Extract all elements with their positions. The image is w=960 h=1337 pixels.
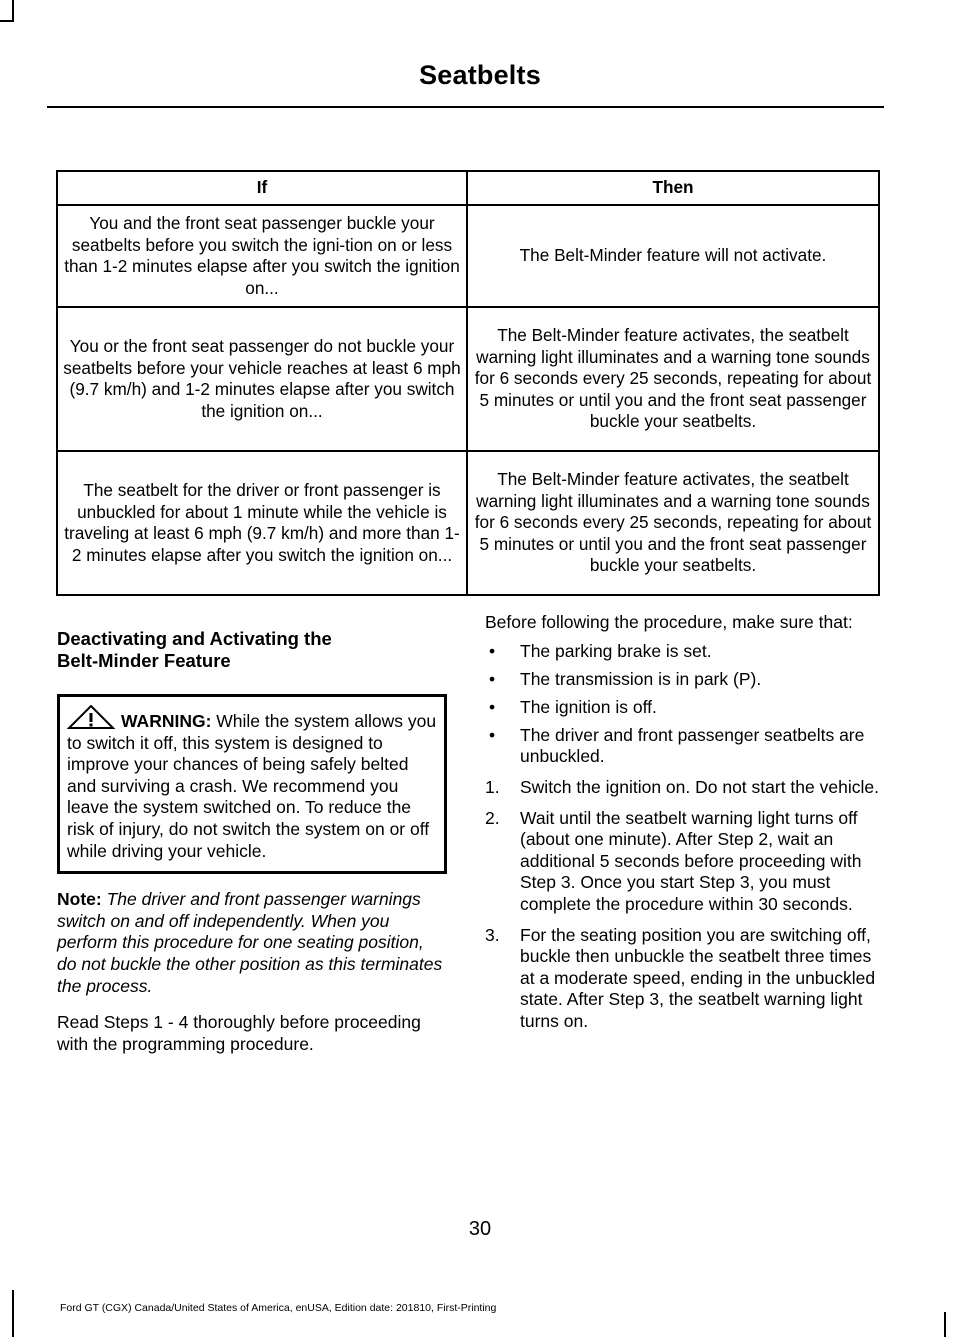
table-row (57, 307, 879, 451)
step-number: 3. (485, 924, 500, 945)
bullet-mark: • (489, 668, 496, 689)
page-number: 30 (468, 1218, 492, 1240)
step-text: For the seating position you are switching off, buckle then unbuckle the seatbelt three times at a moderate speed, ending in the unbuckled state. After Step 3, the seatbelt warning light turns on. (520, 924, 876, 1031)
list-item (485, 925, 881, 1033)
table-row (57, 451, 879, 595)
table-cell-if: You or the front seat passenger do not buckle your seatbelts before your vehicle reaches at least 6 mph (9.7 km/h) and 1-2 minutes elapse after you switch the ignition on... (57, 307, 467, 451)
step-number: 2. (485, 807, 500, 828)
crop-mark (0, 20, 14, 22)
step-text: Wait until the seatbelt warning light turns off (about one minute). After Step 2, wait an additional 5 seconds before proceeding with Step 3. Once you start Step 3, you must complete the procedure within 30 seconds. (520, 807, 862, 915)
section-heading-line1: Deactivating and Activating the (57, 628, 332, 649)
table-cell-then: The Belt-Minder feature will not activate. (467, 205, 879, 307)
warning-triangle-icon (67, 705, 121, 727)
bullet-text: The ignition is off. (520, 696, 657, 717)
table-cell-if: The seatbelt for the driver or front passenger is unbuckled for about 1 minute while the vehicle is traveling at least 6 mph (9.7 km/h) and more than 1-2 minutes elapse after you switch the ignition on... (57, 451, 467, 595)
bullet-mark: • (489, 696, 496, 717)
section-heading-line2: Belt-Minder Feature (57, 650, 231, 671)
list-item (485, 669, 881, 691)
table-row (57, 205, 879, 307)
table-cell-then: The Belt-Minder feature activates, the seatbelt warning light illuminates and a warning tone sounds for 6 seconds every 25 seconds, repeating for about 5 minutes or until you and the front seat passenger buckle your seatbelts. (467, 451, 879, 595)
crop-mark (12, 1290, 14, 1337)
footer-edition-text: Ford GT (CGX) Canada/United States of America, enUSA, Edition date: 201810, First-Printing (60, 1302, 497, 1314)
left-column (57, 628, 447, 1055)
list-item (485, 808, 881, 916)
list-item (485, 641, 881, 663)
warning-text: While the system allows you to switch it off, this system is designed to improve your chances of being safely belted and surviving a crash. We recommend you leave the system switched on. To reduce the risk of injury, do not switch the system on or off while driving your vehicle. (67, 711, 437, 861)
procedure-steps (485, 777, 881, 1033)
procedure-intro: Before following the procedure, make sure that: (485, 612, 853, 632)
warning-box (57, 694, 447, 874)
read-steps-paragraph: Read Steps 1 - 4 thoroughly before proceeding with the programming procedure. (57, 1012, 421, 1054)
crop-mark (12, 0, 14, 22)
bullet-text: The transmission is in park (P). (520, 668, 762, 689)
belt-minder-table (56, 170, 880, 596)
step-text: Switch the ignition on. Do not start the vehicle. (520, 777, 879, 798)
step-number: 1. (485, 777, 500, 798)
section-heading (57, 628, 447, 672)
table-cell-then: The Belt-Minder feature activates, the seatbelt warning light illuminates and a warning tone sounds for 6 seconds every 25 seconds, repeating for about 5 minutes or until you and the front seat passenger buckle your seatbelts. (467, 307, 879, 451)
list-item (485, 725, 881, 768)
table-header-row (57, 171, 879, 205)
bullet-text: The driver and front passenger seatbelts are unbuckled. (520, 724, 865, 767)
bullet-text: The parking brake is set. (520, 640, 712, 661)
table-cell-if: You and the front seat passenger buckle your seatbelts before you switch the igni-tion on or less than 1-2 minutes elapse after you switch the ignition on... (57, 205, 467, 307)
table-header-if: If (57, 171, 467, 205)
table-header-then: Then (467, 171, 879, 205)
bullet-mark: • (489, 724, 496, 745)
warning-label: WARNING: (121, 711, 212, 731)
crop-mark (944, 1312, 946, 1337)
list-item (485, 777, 881, 799)
note-text: The driver and front passenger warnings switch on and off independently. When you perform this procedure for one seating position, do not buckle the other position as this terminates the process. (57, 889, 443, 996)
header-rule (47, 106, 884, 108)
note-label: Note: (57, 889, 102, 910)
note-paragraph (57, 889, 447, 997)
page-header-title: Seatbelts (419, 60, 541, 90)
list-item (485, 697, 881, 719)
right-column (485, 612, 881, 1042)
precondition-list (485, 641, 881, 768)
bullet-mark: • (489, 640, 496, 661)
